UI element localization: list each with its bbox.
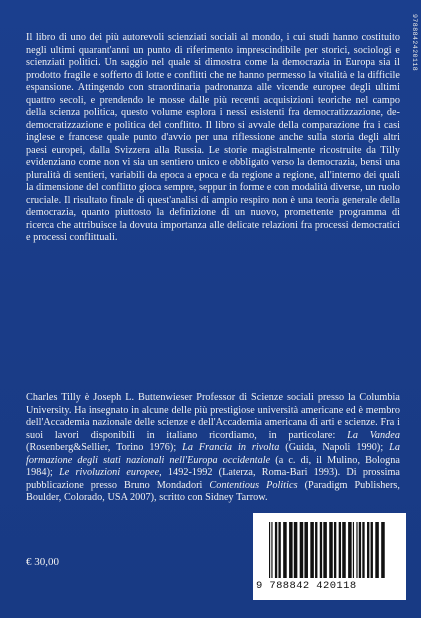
barcode-bar	[334, 522, 336, 578]
work-title: Contentious Politics	[209, 479, 298, 491]
barcode-bar	[339, 522, 341, 578]
barcode-bar	[359, 522, 361, 578]
barcode-bar	[304, 522, 308, 578]
author-bio-text: , 1492-1992 (Laterza, Roma-Bari 1993). Di prossima pubblicazione presso Bruno Mondadori	[26, 467, 401, 491]
barcode-bar	[323, 522, 327, 578]
barcode-bar	[271, 522, 272, 578]
barcode-bar	[300, 522, 304, 578]
barcode-bar	[362, 522, 364, 578]
price-label: € 30,00	[26, 556, 59, 568]
author-bio-text: (a c. di, il Mulino, Bologna 1984);	[26, 454, 400, 478]
barcode-bar	[278, 522, 280, 578]
author-bio-text: (Guida, Napoli 1990);	[279, 442, 390, 453]
author-bio-text: (Rosenberg&Sellier, Torino 1976);	[26, 442, 183, 453]
barcode-bar	[371, 522, 373, 578]
barcode-bar	[348, 522, 352, 578]
barcode-bar	[269, 522, 270, 578]
work-title: Le rivoluzioni europee	[59, 467, 160, 478]
barcode-bar	[310, 522, 314, 578]
barcode-bar	[289, 522, 293, 578]
barcode-bar	[315, 522, 317, 578]
barcode-bar	[294, 522, 298, 578]
work-title: La Vandea	[347, 429, 401, 441]
barcode-bar	[329, 522, 333, 578]
work-title: La Francia in rivolta	[182, 442, 280, 453]
barcode-bar	[356, 522, 357, 578]
side-isbn-code: 9788842420118	[411, 14, 418, 72]
barcode-bar	[353, 522, 354, 578]
book-summary: Il libro di uno dei più autorevoli scienziati sociali al mondo, i cui studi hanno costituito negli ultimi quarant'anni un punto di riferimento imprescindibile per storici, sociologi e scienziati politici. Un saggio nel quale si dimostra come la democrazia in Europa sia il prodotto fragile e sofferto di lotte e conflitti che ne hanno permesso la vitalità e la difficile espansione. Attingendo con straordinaria padronanza alle vicende europee degli ultimi quattro secoli, e prendendo le mosse dalle più recenti acquisizioni teoriche nel campo della scienza politica, questo volume esplora i nessi esistenti fra democratizzazione, de-democratizzazione e politica del conflitto. Il libro si avvale della comparazione fra i casi inglese e francese quale punto d'avvio per una riflessione anche sulla storia degli altri paesi europei, dalla Svizzera alla Russia. Le storie magistralmente ricostruite da Tilly evidenziano come non vi sia un sentiero unico e obbligato verso la democrazia, bensì una pluralità di sentieri, variabili da epoca a epoca e da regione a regione, all'interno dei quali la dimensione del conflitto gioca sempre, seppur in forme e con modalità diverse, un ruolo cruciale. Il risultato finale di quest'analisi di ampio respiro non è una teoria generale della democrazia, quanto piuttosto la definizione di un nuovo, promettente programma di ricerca che attribuisce la dovuta importanza alle delicate relazioni fra processi democratici e processi conflittuali.	[26, 32, 400, 243]
barcode-bar	[342, 522, 346, 578]
author-bio-text: (Paradigm Publishers, Boulder, Colorado, USA 2007), scritto con Sidney Tarrow.	[26, 479, 400, 503]
barcode-bar	[275, 522, 277, 578]
barcode-bar	[320, 522, 322, 578]
author-bio-text: Charles Tilly è Joseph L. Buttenwieser Professor di Scienze sociali presso la Columbia University. Ha insegnato in alcune delle più prestigiose università americane ed è membro dell'Accademia nazionale delle scienze e dell'Accademia americana di arti e scienze. Fra i suoi lavori disponibili in italiano ricordiamo, in particolare:	[26, 392, 400, 441]
barcode-bar	[381, 522, 385, 578]
barcode-bar	[283, 522, 287, 578]
barcode-bar	[375, 522, 379, 578]
work-title: La formazione degli stati nazionali nell'Europa occidentale	[26, 442, 400, 466]
barcode-digits: 9 788842 420118	[256, 580, 357, 592]
isbn-barcode	[253, 513, 406, 600]
barcode-bar	[367, 522, 369, 578]
barcode-bars	[269, 522, 393, 578]
author-bio	[26, 392, 400, 505]
